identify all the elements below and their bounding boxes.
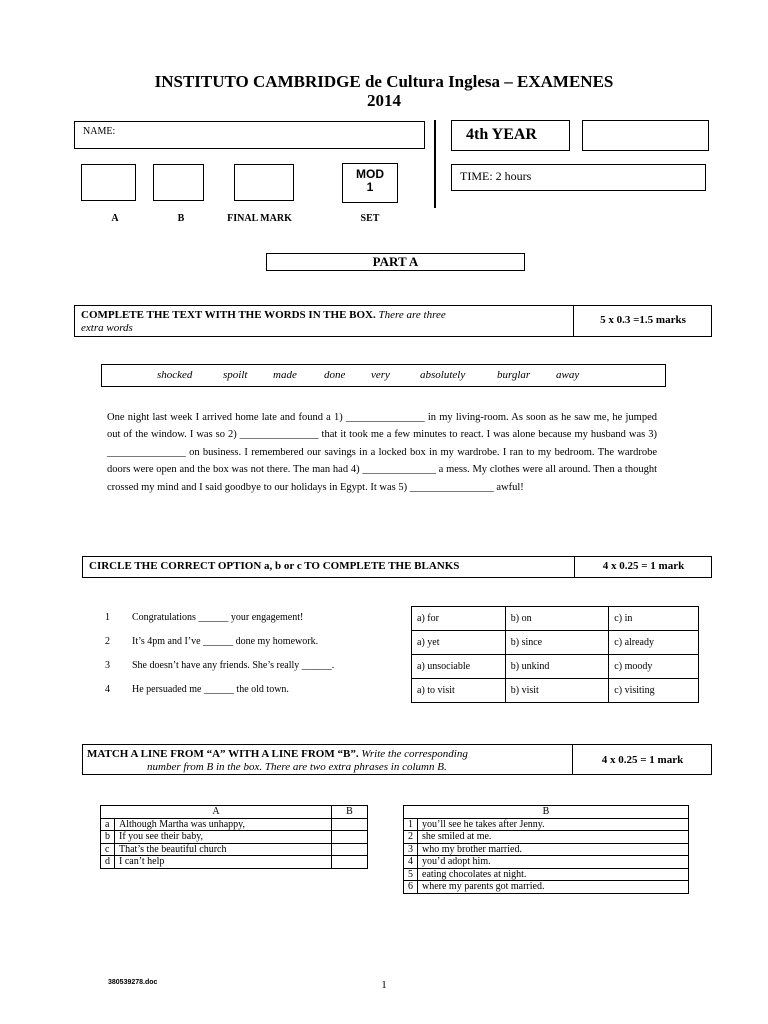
a-item-key: b <box>101 831 115 844</box>
section2-marks: 4 x 0.25 = 1 mark <box>602 560 685 572</box>
mod-label: MOD <box>356 167 384 181</box>
footer-filename: 380539278.doc <box>108 979 158 986</box>
a-item-text: I can’t help <box>115 856 332 869</box>
b-item-text: where my parents got married. <box>418 881 689 894</box>
b-item-key: 5 <box>404 868 418 881</box>
option-1a[interactable]: a) for <box>412 607 506 631</box>
section1-instruction-italic: There are three <box>375 309 446 321</box>
section3-instruction-italic: Write the corresponding <box>358 748 468 760</box>
header-divider <box>434 120 436 208</box>
b-item-key: 1 <box>404 818 418 831</box>
option-2a[interactable]: a) yet <box>412 631 506 655</box>
option-3a[interactable]: a) unsociable <box>412 655 506 679</box>
options-row <box>412 655 699 679</box>
option-4a[interactable]: a) to visit <box>412 679 506 703</box>
option-2b[interactable]: b) since <box>505 631 609 655</box>
table-row <box>101 856 368 869</box>
section3-instruction <box>87 748 569 773</box>
a-item-key: c <box>101 843 115 856</box>
option-3b[interactable]: b) unkind <box>505 655 609 679</box>
q2-number: 2 <box>105 636 110 647</box>
part-title <box>266 253 525 271</box>
column-a-table <box>100 805 368 869</box>
table-row <box>101 831 368 844</box>
b-item-text: who my brother married. <box>418 843 689 856</box>
name-field[interactable] <box>74 121 425 149</box>
section3-instruction-bold: MATCH A LINE FROM “A” WITH A LINE FROM “B”. <box>87 748 359 760</box>
word-8: away <box>556 369 580 381</box>
column-b-header-row <box>404 806 689 819</box>
q2-text: It’s 4pm and I’ve ______ done my homework. <box>132 636 319 647</box>
option-1b[interactable]: b) on <box>505 607 609 631</box>
b-item-key: 4 <box>404 856 418 869</box>
column-b-table <box>403 805 689 894</box>
a-item-text: If you see their baby, <box>115 831 332 844</box>
time-label: TIME: 2 hours <box>460 169 532 183</box>
column-a-answer-header: B <box>332 806 368 819</box>
exam-title-line2: 2014 <box>367 91 401 110</box>
q4-number: 4 <box>105 684 110 695</box>
b-item-key: 2 <box>404 831 418 844</box>
table-row <box>404 843 689 856</box>
label-final-mark: FINAL MARK <box>227 213 292 224</box>
section1-instruction <box>81 309 561 334</box>
label-a: A <box>111 213 119 224</box>
score-a-box[interactable] <box>81 164 136 201</box>
q4-text: He persuaded me ______ the old town. <box>132 684 289 695</box>
a-item-key: a <box>101 818 115 831</box>
answer-box-b[interactable] <box>332 831 368 844</box>
label-set: SET <box>360 213 380 224</box>
section3-header <box>82 744 712 775</box>
column-a-header-row <box>101 806 368 819</box>
column-b-header: B <box>404 806 689 819</box>
answer-box-c[interactable] <box>332 843 368 856</box>
column-a-header: A <box>101 806 332 819</box>
word-1: shocked <box>157 369 193 381</box>
answer-box-d[interactable] <box>332 856 368 869</box>
q3-text: She doesn’t have any friends. She’s really ______. <box>132 660 335 671</box>
section1-marks: 5 x 0.3 =1.5 marks <box>600 314 686 326</box>
year-box <box>451 120 570 151</box>
table-row <box>404 881 689 894</box>
page-number: 1 <box>381 979 387 991</box>
table-row <box>404 856 689 869</box>
year-blank-box[interactable] <box>582 120 709 151</box>
part-title-text: PART A <box>372 254 419 269</box>
section2-header <box>82 556 712 578</box>
word-5: very <box>371 369 390 381</box>
word-2: spoilt <box>223 369 248 381</box>
answer-box-a[interactable] <box>332 818 368 831</box>
a-item-text: Although Martha was unhappy, <box>115 818 332 831</box>
year-label: 4th YEAR <box>466 126 537 143</box>
word-3: made <box>273 369 297 381</box>
cloze-paragraph: One night last week I arrived home late and found a 1) _______________ in my living-room. As soon as he saw me, he jumped out of the window. I was so 2) _______________ that it took me a few minutes to react. I was alone because my husband was 3) _______________ on business. I remembered our savings in a locked box in my wardrobe. I ran to my bedroom. The wardrobe doors were open and the box was not there. The man had 4) ______________ a mess. My clothes were all around. Then a thought crossed my mind and I said goodbye to our holidays in Egypt. It was 5) ________________ awful! <box>107 412 657 493</box>
b-item-text: you’d adopt him. <box>418 856 689 869</box>
options-table <box>411 606 699 703</box>
option-3c[interactable]: c) moody <box>609 655 699 679</box>
word-4: done <box>324 369 346 381</box>
mod-box <box>342 163 398 203</box>
section1-header <box>74 305 712 337</box>
section2-instruction: CIRCLE THE CORRECT OPTION a, b or c TO COMPLETE THE BLANKS <box>89 560 460 572</box>
exam-title-line1: INSTITUTO CAMBRIDGE de Cultura Inglesa – EXAMENES <box>154 72 614 91</box>
a-item-text: That’s the beautiful church <box>115 843 332 856</box>
options-row <box>412 631 699 655</box>
score-b-box[interactable] <box>153 164 204 201</box>
word-6: absolutely <box>420 369 466 381</box>
q3-number: 3 <box>105 660 110 671</box>
b-item-text: eating chocolates at night. <box>418 868 689 881</box>
b-item-text: you’ll see he takes after Jenny. <box>418 818 689 831</box>
option-1c[interactable]: c) in <box>609 607 699 631</box>
section1-instruction-italic-2: extra words <box>81 321 133 334</box>
section1-instruction-bold: COMPLETE THE TEXT WITH THE WORDS IN THE BOX. <box>81 309 376 321</box>
option-4b[interactable]: b) visit <box>505 679 609 703</box>
a-item-key: d <box>101 856 115 869</box>
final-mark-box[interactable] <box>234 164 294 201</box>
exam-title <box>0 72 768 110</box>
mod-number: 1 <box>366 180 374 194</box>
section3-marks: 4 x 0.25 = 1 mark <box>601 754 684 766</box>
table-row <box>404 831 689 844</box>
section3-instruction-italic-2: number from B in the box. There are two extra phrases in column B. <box>147 760 447 773</box>
table-row <box>101 818 368 831</box>
b-item-key: 3 <box>404 843 418 856</box>
table-row <box>404 868 689 881</box>
table-row <box>404 818 689 831</box>
name-label: NAME: <box>83 126 116 137</box>
q1-text: Congratulations ______ your engagement! <box>132 612 304 623</box>
label-b: B <box>177 213 185 224</box>
options-row <box>412 607 699 631</box>
time-box <box>451 164 706 191</box>
b-item-text: she smiled at me. <box>418 831 689 844</box>
word-box <box>101 364 666 387</box>
options-row <box>412 679 699 703</box>
option-2c[interactable]: c) already <box>609 631 699 655</box>
b-item-key: 6 <box>404 881 418 894</box>
option-4c[interactable]: c) visiting <box>609 679 699 703</box>
table-row <box>101 843 368 856</box>
q1-number: 1 <box>105 612 110 623</box>
word-7: burglar <box>497 369 531 381</box>
